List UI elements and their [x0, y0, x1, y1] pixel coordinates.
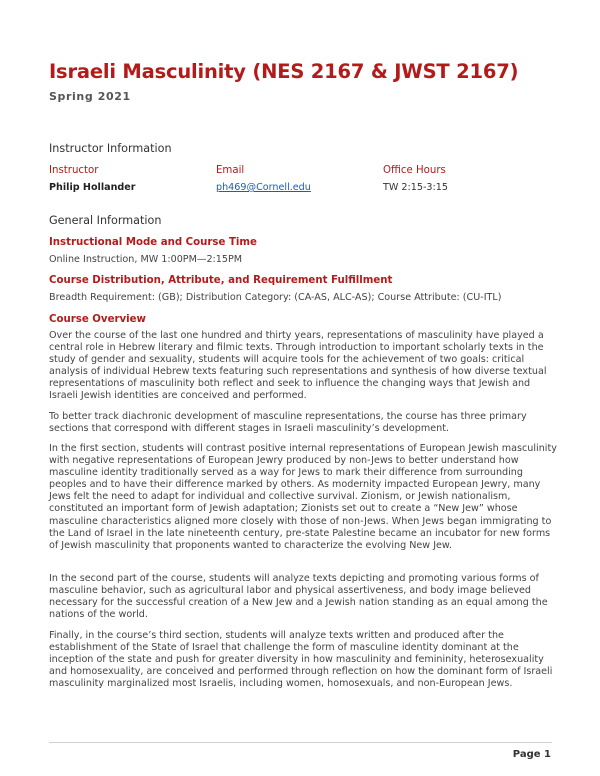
instructor-label: Instructor: [49, 165, 99, 176]
instructional-mode-heading: Instructional Mode and Course Time: [49, 237, 257, 248]
overview-paragraph-2: To better track diachronic development of masculine representations, the course has three primary sections that correspond with different stages in Israeli masculinity’s development.: [49, 411, 527, 435]
distribution-text: Breadth Requirement: (GB); Distribution Category: (CA-AS, ALC-AS); Course Attribute: (CU-ITL): [49, 292, 502, 303]
office-hours-value: TW 2:15-3:15: [383, 182, 448, 193]
office-hours-label: Office Hours: [383, 165, 446, 176]
overview-paragraph-1: Over the course of the last one hundred and thirty years, representations of masculinity have played a central role in Hebrew literary and filmic texts. Through introduction to important scholarly texts in the study of gender and sexuality, students will acquire tools for the achievement of two goals: critical analysis of individual Hebrew texts featuring such representations and synthesis of how diverse textual representations of masculinity both reflect and seek to influence the changing ways that Jewish and Israeli Jewish identities are conceived and performed.: [49, 330, 547, 402]
distribution-heading: Course Distribution, Attribute, and Requirement Fulfillment: [49, 275, 393, 286]
overview-paragraph-4: In the second part of the course, students will analyze texts depicting and promoting various forms of masculine behavior, such as agricultural labor and physical assertiveness, and body image believed necessary for the successful creation of a New Jew and a Jewish nation standing as an equal among the nations of the world.: [49, 573, 548, 621]
course-title: Israeli Masculinity (NES 2167 & JWST 2167): [49, 60, 519, 83]
page-number: Page 1: [512, 749, 551, 760]
instructor-name: Philip Hollander: [49, 182, 136, 193]
instructional-mode-text: Online Instruction, MW 1:00PM—2:15PM: [49, 254, 243, 265]
course-overview-heading: Course Overview: [49, 314, 146, 325]
instructor-info-heading: Instructor Information: [49, 142, 172, 155]
overview-paragraph-3: In the first section, students will contrast positive internal representations of European Jewish masculinity with negative representations of European Jewry produced by non-Jews to better understand how masculine identity traditionally served as a way for Jews to mark their difference from surrounding peoples and to have their difference marked by others. As modernity impacted European Jewry, many Jews felt the need to adapt for individual and collective survival. Zionism, or Jewish nationalism, constituted an important form of Jewish adaptation; Zionists set out to create a “New Jew” whose masculine characteristics aligned more closely with those of non-Jews. When Jews began immigrating to the Land of Israel in the late nineteenth century, pre-state Palestine became an incubator for new forms of Jewish masculinity that proponents wanted to characterize the evolving New Jew.: [49, 443, 557, 551]
email-link[interactable]: ph469@Cornell.edu: [216, 182, 311, 193]
general-info-heading: General Information: [49, 214, 162, 227]
footer-divider: [49, 742, 552, 743]
email-value: [216, 182, 311, 193]
email-label: Email: [216, 165, 245, 176]
course-term: Spring 2021: [49, 90, 131, 103]
overview-paragraph-5: Finally, in the course’s third section, students will analyze texts written and produced after the establishment of the State of Israel that challenge the form of masculine identity dominant at the inception of the state and push for greater diversity in how masculinity and femininity, heterosexuality and homosexuality, are conceived and performed through reflection on how the dominant form of Israeli masculinity marginalized most Israelis, including women, homosexuals, and non-European Jews.: [49, 630, 553, 690]
